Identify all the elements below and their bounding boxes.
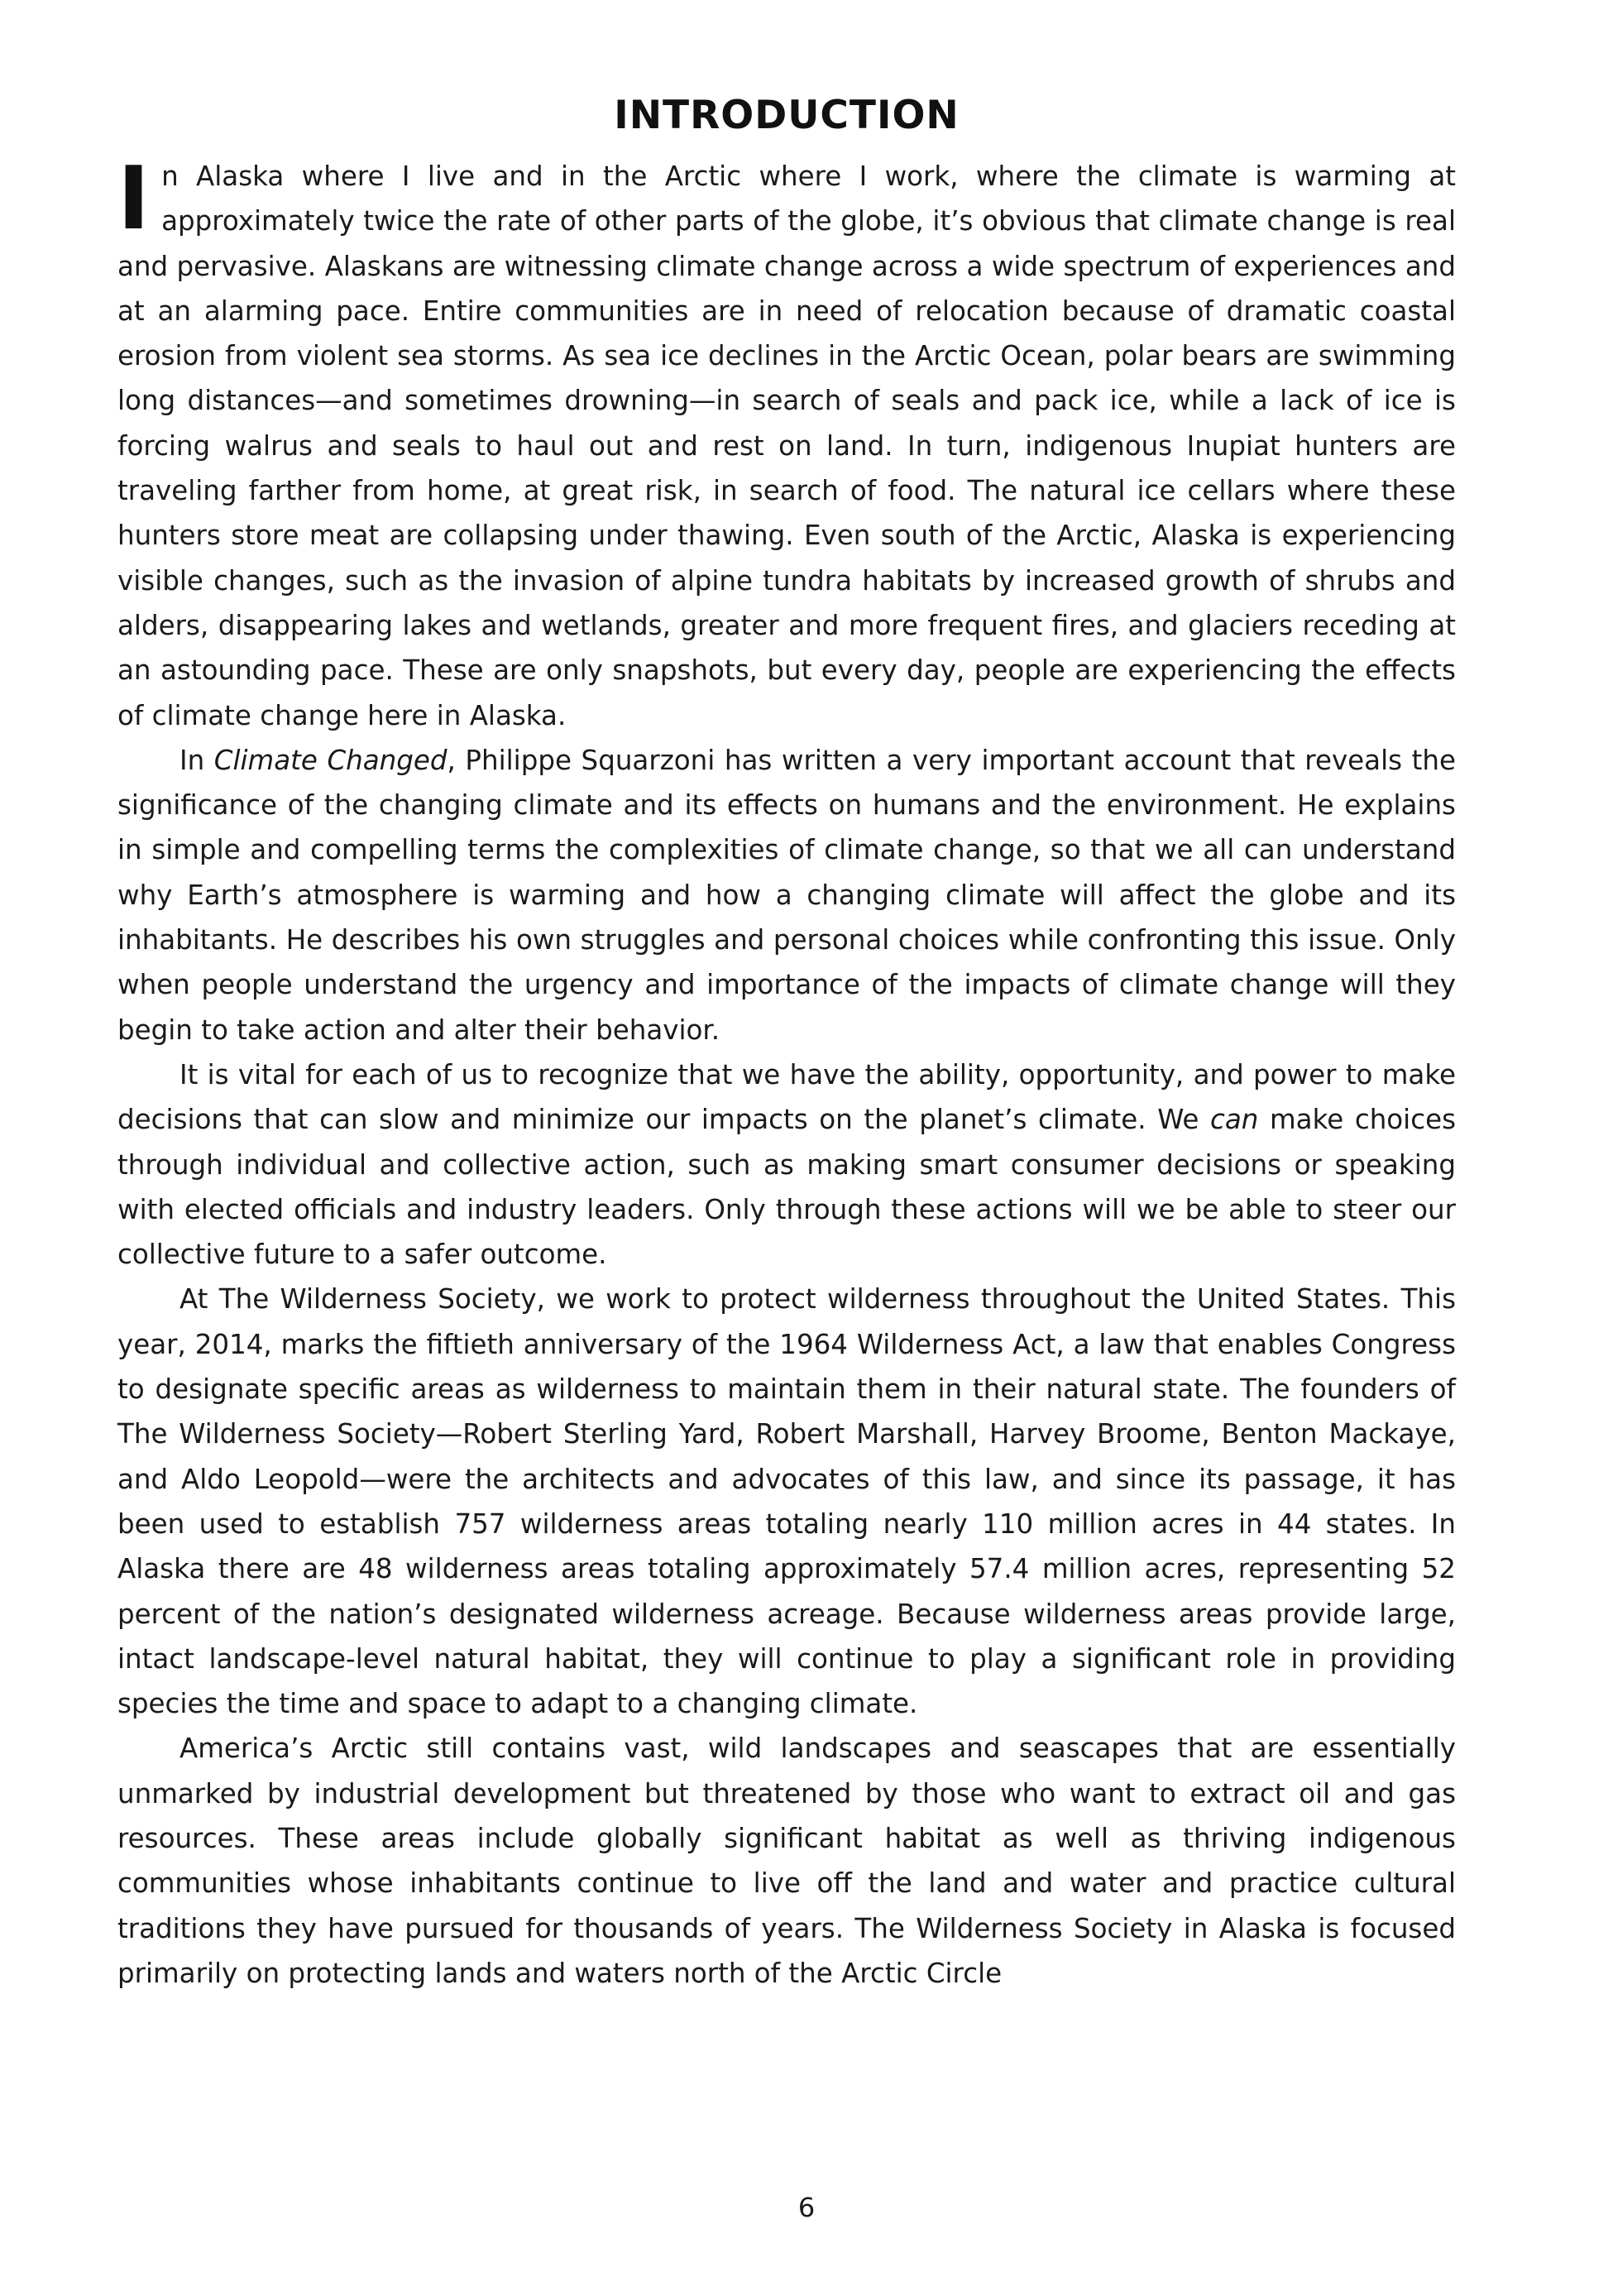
- drop-cap: I: [117, 148, 151, 249]
- paragraph-1-text: n Alaska where I live and in the Arctic where I work, where the climate is warming at approximately twice the rate of other parts of the globe, it’s obvious that climate change is real and pervasive. Alaskans are witnessing climate change across a wide spectrum of experiences and at an alarming pace. Entire communities are in need of relocation because of dramatic coastal erosion from violent sea storms. As sea ice declines in the Arctic Ocean, polar bears are swimming long distances—and sometimes drowning—in search of seals and pack ice, while a lack of ice is forcing walrus and seals to haul out and rest on land. In turn, indigenous Inupiat hunters are traveling farther from home, at great risk, in search of food. The natural ice cellars where these hunters store meat are collapsing under thawing. Even south of the Arctic, Alaska is experiencing visible changes, such as the invasion of alpine tundra habitats by increased growth of shrubs and alders, disappearing lakes and wetlands, greater and more frequent fires, and glaciers receding at an astounding pace. These are only snapshots, but every day, people are experiencing the effects of climate change here in Alaska.: [117, 161, 1456, 731]
- paragraph-5: [117, 1726, 1456, 1996]
- paragraph-5-text: America’s Arctic still contains vast, wild landscapes and seascapes that are essentially unmarked by industrial development but threatened by those who want to extract oil and gas resources. These areas include globally significant habitat as well as thriving indigenous communities whose inhabitants continue to live off the land and water and practice cultural traditions they have pursued for thousands of years. The Wilderness Society in Alaska is focused primarily on protecting lands and waters north of the Arctic Circle: [117, 1733, 1456, 1989]
- paragraph-1: [117, 148, 1456, 738]
- paragraph-2-lead: In: [179, 744, 214, 776]
- document-page: [117, 0, 1456, 1996]
- paragraph-2: [117, 738, 1456, 1052]
- paragraph-3-after: make choices through individual and collective action, such as making smart consumer decisions or speaking with elected officials and industry leaders. Only through these actions will we be able to steer our collective future to a safer outcome.: [117, 1104, 1456, 1271]
- body-text: [117, 148, 1456, 1996]
- page-title: INTRODUCTION: [614, 93, 960, 138]
- emphasis-can: can: [1210, 1104, 1259, 1136]
- book-title: Climate Changed: [213, 744, 448, 776]
- paragraph-3: [117, 1052, 1456, 1277]
- paragraph-2-text: , Philippe Squarzoni has written a very important account that reveals the significance of the changing climate and its effects on humans and the environment. He explains in simple and compelling terms the complexities of climate change, so that we all can understand why Earth’s atmosphere is warming and how a changing climate will affect the globe and its inhabitants. He describes his own struggles and personal choices while confronting this issue. Only when people understand the urgency and importance of the impacts of climate change will they begin to take action and alter their behavior.: [117, 744, 1456, 1046]
- paragraph-3-before: It is vital for each of us to recognize that we have the ability, opportunity, and power to make decisions that can slow and minimize our impacts on the planet’s climate. We: [117, 1058, 1456, 1136]
- paragraph-4-text: At The Wilderness Society, we work to protect wilderness throughout the United States. This year, 2014, marks the fiftieth anniversary of the 1964 Wilderness Act, a law that enables Congress to designate specific areas as wilderness to maintain them in their natural state. The founders of The Wilderness Society—Robert Sterling Yard, Robert Marshall, Harvey Broome, Benton Mackaye, and Aldo Leopold—were the architects and advocates of this law, and since its passage, it has been used to establish 757 wilderness areas totaling nearly 110 million acres in 44 states. In Alaska there are 48 wilderness areas totaling approximately 57.4 million acres, representing 52 percent of the nation’s designated wilderness acreage. Because wilderness areas provide large, intact landscape-level natural habitat, they will continue to play a significant role in providing species the time and space to adapt to a changing climate.: [117, 1283, 1456, 1720]
- paragraph-4: [117, 1277, 1456, 1726]
- page-number: 6: [797, 2192, 816, 2223]
